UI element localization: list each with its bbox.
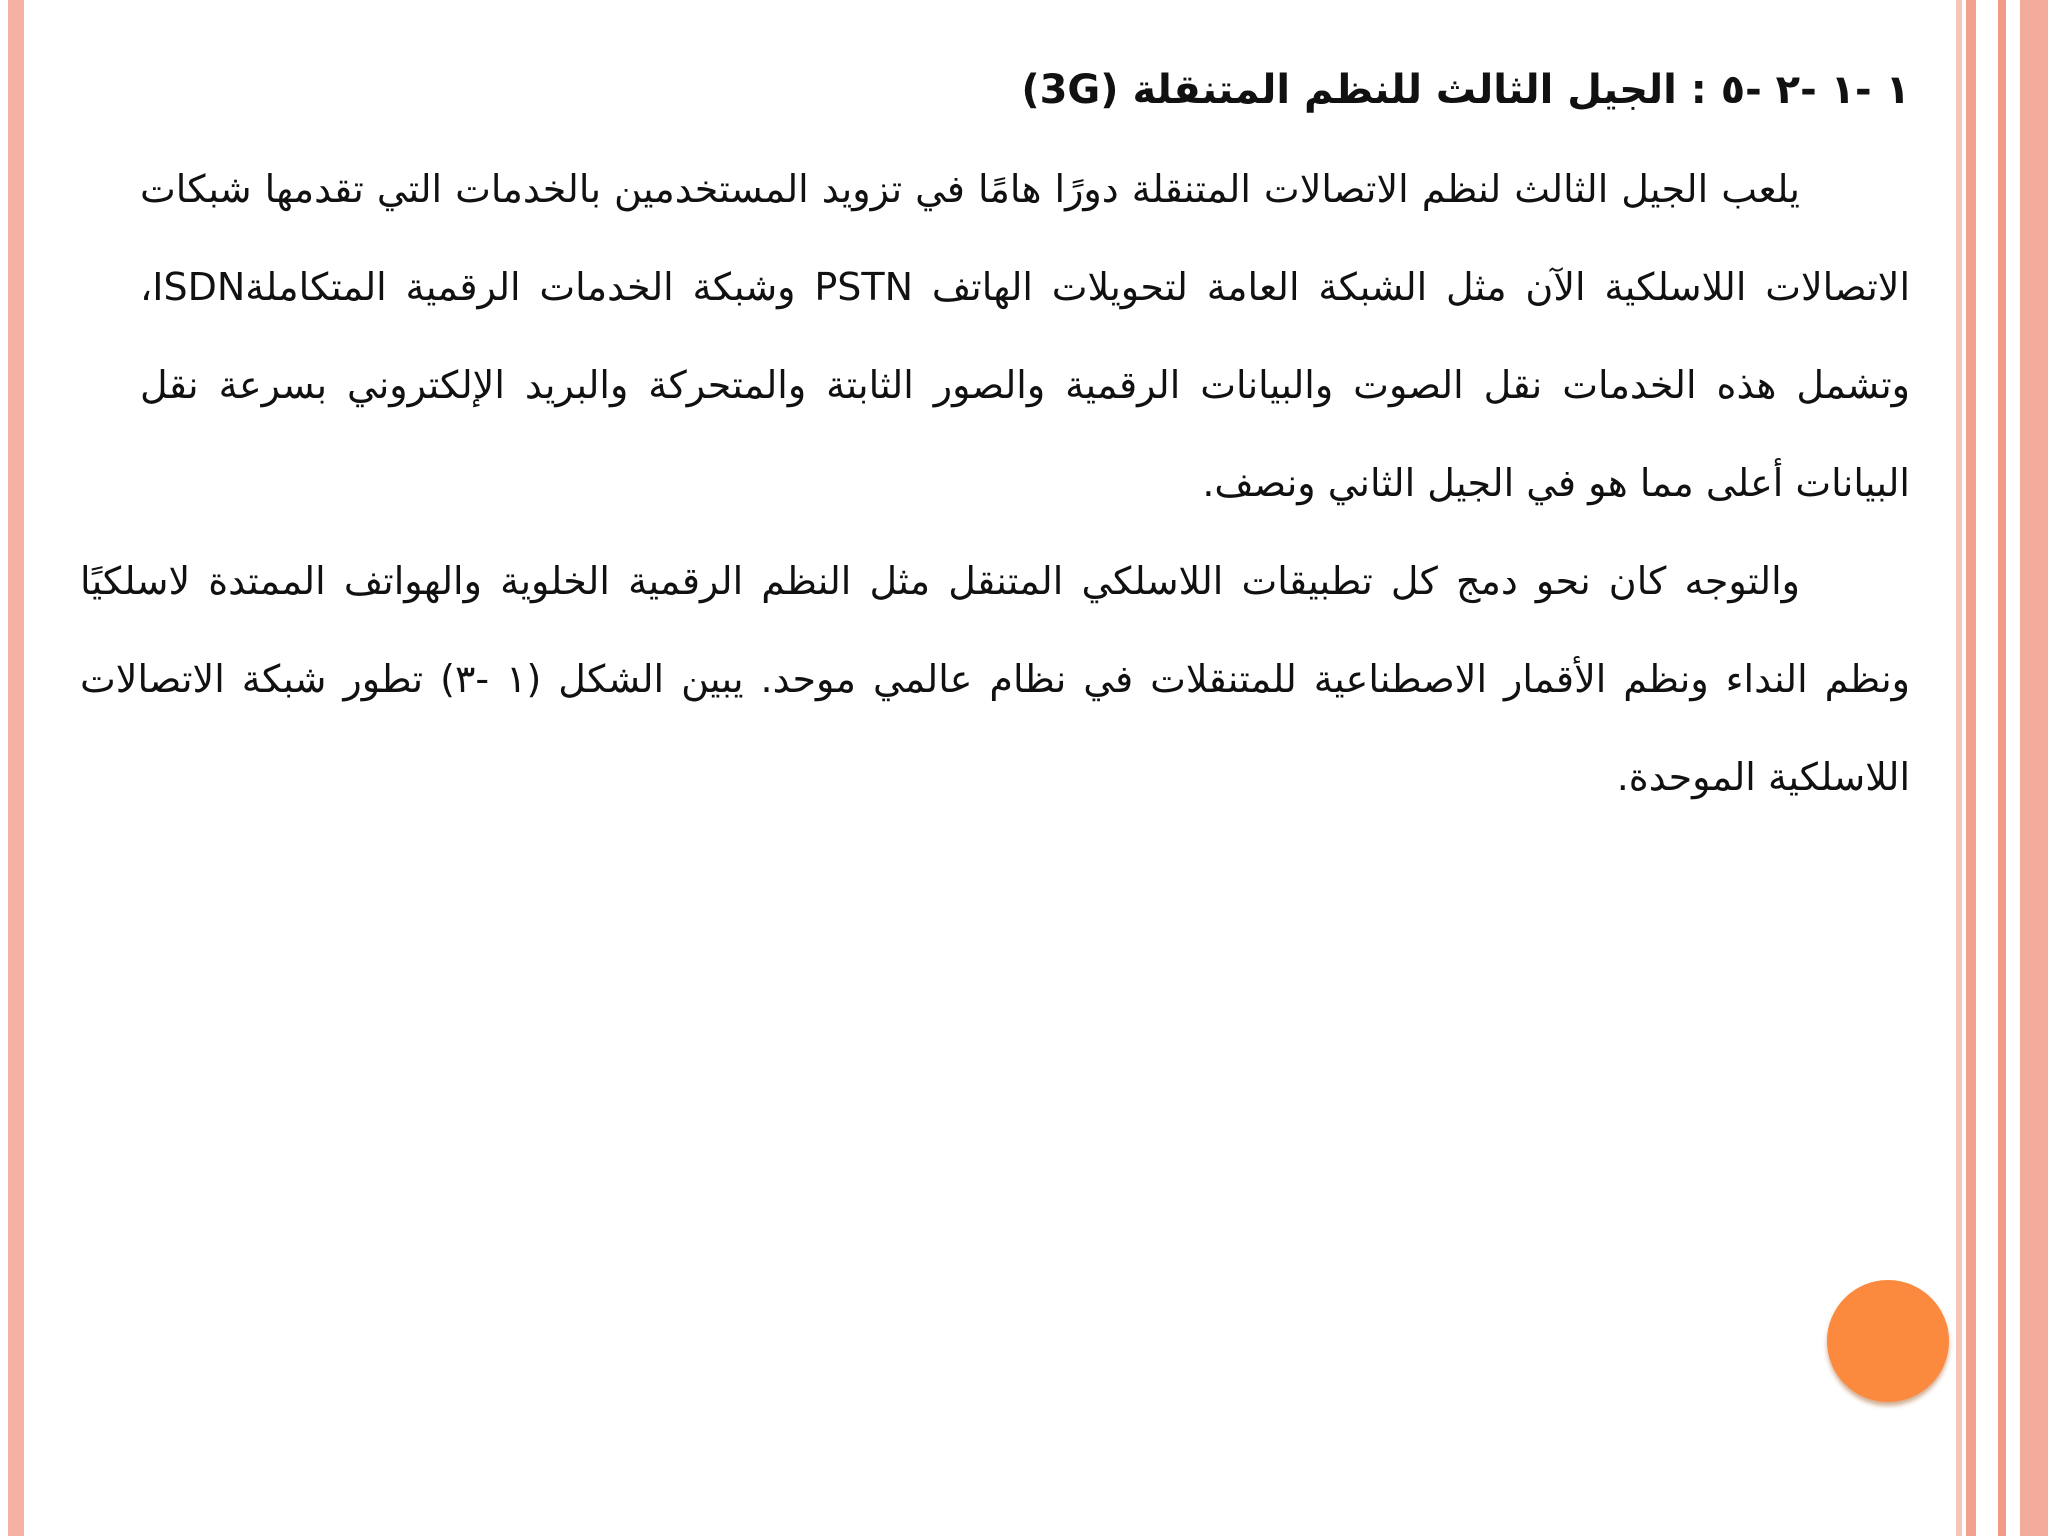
- paragraph-3g-services: يلعب الجيل الثالث لنظم الاتصالات المتنقلة دورًا هامًا في تزويد المستخدمين بالخدمات التي تقدمها شبكات الاتصالات اللاسلكية الآن مثل الشبكة العامة لتحويلات الهاتف PSTN وشبكة الخدمات الرقمية المتكاملةISDN، وتشمل هذه الخدمات نقل الصوت والبيانات الرقمية والصور الثابتة والمتحركة والبريد الإلكتروني بسرعة نقل البيانات أعلى مما هو في الجيل الثاني ونصف.: [140, 167, 1911, 505]
- stripe: [1976, 0, 1998, 1536]
- stripe: [2006, 0, 2020, 1536]
- stripe: [1998, 0, 2006, 1536]
- right-decorative-stripes: [1956, 0, 2048, 1536]
- paragraph-integration: والتوجه كان نحو دمج كل تطبيقات اللاسلكي المتنقل مثل النظم الرقمية الخلوية والهواتف الممتدة لاسلكيًا ونظم النداء ونظم الأقمار الاصطناعية للمتنقلات في نظام عالمي موحد. يبين الشكل (١ -٣) تطور شبكة الاتصالات اللاسلكية الموحدة.: [80, 559, 1910, 799]
- stripe: [2020, 0, 2048, 1536]
- left-decorative-border: [8, 0, 24, 1536]
- orange-circle-icon: [1827, 1280, 1949, 1402]
- section-heading: ١ -١ -٢ -٥ : الجيل الثالث للنظم المتنقلة (3G): [1021, 67, 1910, 113]
- slide-content: [80, 40, 1920, 826]
- stripe: [1966, 0, 1976, 1536]
